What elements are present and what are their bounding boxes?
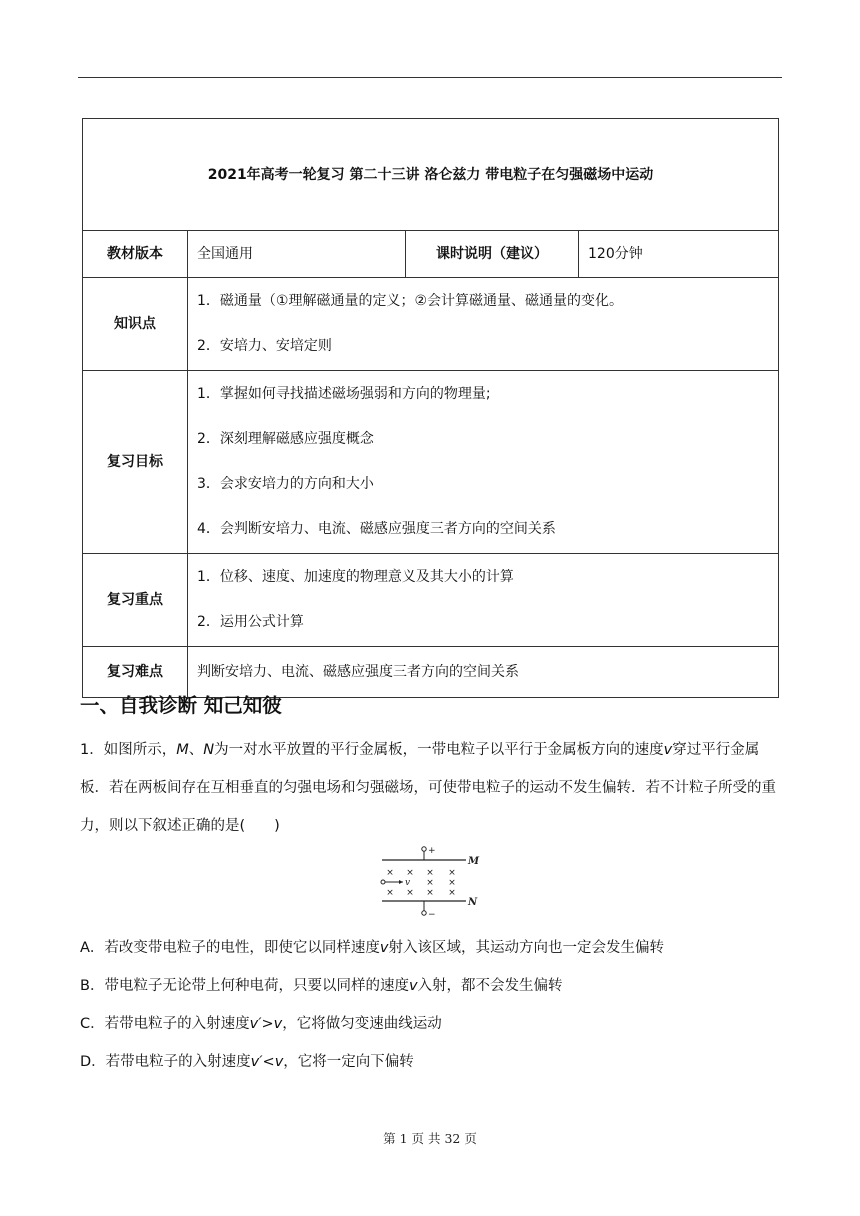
difficulty-row (83, 647, 779, 698)
field-cross: × (426, 878, 434, 888)
edition-label: 教材版本 (83, 231, 188, 278)
difficulty-value: 判断安培力、电流、磁感应强度三者方向的空间关系 (188, 647, 779, 698)
option-text: 射入该区域，其运动方向也一定会发生偏转 (388, 940, 665, 956)
field-cross: × (406, 868, 414, 878)
comparison-sign: > (261, 1016, 274, 1032)
focus-item: 2．运用公式计算 (197, 614, 304, 630)
goals-row (83, 371, 779, 554)
field-cross: × (386, 888, 394, 898)
option-a (80, 937, 664, 959)
plates-field-diagram (372, 843, 480, 921)
lesson-title: 2021年高考一轮复习 第二十三讲 洛仑兹力 带电粒子在匀强磁场中运动 (83, 119, 779, 231)
edition-value: 全国通用 (188, 231, 406, 278)
velocity-ref: v (274, 1054, 284, 1070)
header-rule (78, 77, 782, 78)
knowledge-item: 1．磁通量（①理解磁通量的定义；②会计算磁通量、磁通量的变化。 (197, 293, 624, 309)
knowledge-item: 2．安培力、安培定则 (197, 338, 332, 354)
option-text: 入射，都不会发生偏转 (417, 978, 563, 994)
difficulty-label: 复习难点 (83, 647, 188, 698)
field-cross: × (426, 888, 434, 898)
comparison-sign: < (262, 1054, 275, 1070)
duration-label: 课时说明（建议） (406, 231, 579, 278)
plate-m-ref: M (176, 742, 189, 758)
velocity-ref: v (273, 1016, 283, 1032)
option-b (80, 975, 563, 997)
duration-value: 120分钟 (579, 231, 779, 278)
field-cross: × (448, 888, 456, 898)
arrow-head-icon (399, 880, 403, 884)
velocity-ref: v (379, 940, 389, 956)
option-text: ，它将做匀变速曲线运动 (282, 1016, 442, 1032)
question-part: 穿过平行金属板．若在两板间存在互相垂直的匀强电场和匀强磁场，可使带电粒子的运动不发生偏转．若不计粒子所受的重力，则以下叙述正确的是( ) (80, 742, 776, 834)
option-c (80, 1013, 442, 1035)
focus-row (83, 554, 779, 647)
goal-item: 3．会求安培力的方向和大小 (197, 476, 374, 492)
option-text: C．若带电粒子的入射速度 (80, 1016, 250, 1032)
field-cross: × (426, 868, 434, 878)
minus-sign: − (428, 910, 436, 920)
question-part: 、 (188, 742, 204, 758)
option-text: ，它将一定向下偏转 (283, 1054, 414, 1070)
velocity-label: v (405, 878, 411, 888)
field-cross: × (386, 868, 394, 878)
field-cross: × (448, 868, 456, 878)
terminal-minus (422, 911, 426, 915)
plate-n-ref: N (203, 742, 215, 758)
section-heading: 一、自我诊断 知己知彼 (80, 694, 282, 717)
goal-item: 1．掌握如何寻找描述磁场强弱和方向的物理量; (197, 386, 491, 402)
option-text: D．若带电粒子的入射速度 (80, 1054, 251, 1070)
focus-label: 复习重点 (83, 554, 188, 647)
question-text (80, 731, 784, 845)
option-text: A．若改变带电粒子的电性，即使它以同样速度 (80, 940, 380, 956)
knowledge-label: 知识点 (83, 278, 188, 371)
question-part: 为一对水平放置的平行金属板，一带电粒子以平行于金属板方向的速度 (214, 742, 664, 758)
terminal-plus (422, 847, 426, 851)
meta-row (83, 231, 779, 278)
field-cross: × (406, 888, 414, 898)
field-cross: × (448, 878, 456, 888)
plate-m-label: M (468, 856, 480, 867)
velocity-ref: v (408, 978, 418, 994)
option-d (80, 1051, 414, 1073)
page-footer: 第 1 页 共 32 页 (383, 1131, 477, 1146)
focus-item: 1．位移、速度、加速度的物理意义及其大小的计算 (197, 569, 514, 585)
question-part: 1．如图所示， (80, 742, 177, 758)
plate-n-label: N (468, 897, 478, 908)
velocity-ref: v (663, 742, 673, 758)
goal-item: 4．会判断安培力、电流、磁感应强度三者方向的空间关系 (197, 521, 556, 537)
particle (381, 880, 385, 884)
goals-label: 复习目标 (83, 371, 188, 554)
knowledge-row (83, 278, 779, 371)
option-text: B．带电粒子无论带上何种电荷，只要以同样的速度 (80, 978, 409, 994)
velocity-ref: v′ (249, 1016, 262, 1032)
plus-sign: + (428, 846, 436, 856)
goal-item: 2．深刻理解磁感应强度概念 (197, 431, 374, 447)
lesson-info-table (82, 118, 779, 698)
velocity-ref: v′ (250, 1054, 263, 1070)
